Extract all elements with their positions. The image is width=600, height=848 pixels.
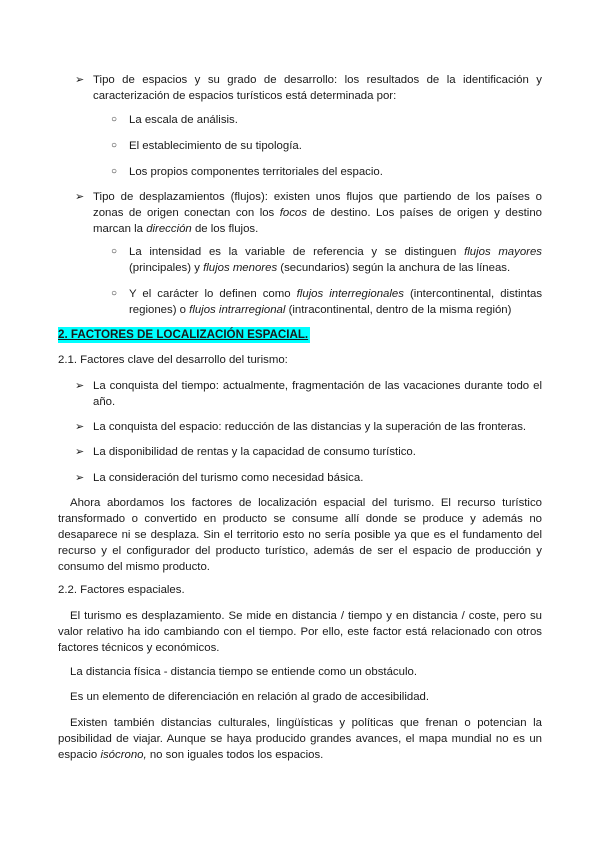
italic-term: flujos intrarregional: [189, 304, 286, 316]
arrow-bullet-icon: ➢: [75, 74, 85, 86]
bullet-text: La conquista del espacio: reducción de las distancias y la superación de las fronteras.: [93, 421, 527, 433]
sub-bullet-text: La escala de análisis.: [129, 114, 238, 126]
sub-bullet-scale: [111, 112, 542, 128]
bullet-text: Tipo de espacios y su grado de desarrollo: los resultados de la identificación y caracterización de espacios turísticos está determinada por:: [93, 74, 542, 102]
factor-space: [75, 419, 542, 435]
circle-bullet-icon: ○: [111, 166, 118, 177]
sub-bullet-text: La intensidad es la variable de referencia y se distinguen flujos mayores (principales) y flujos menores (secundarios) según la anchura de las líneas.: [129, 246, 542, 274]
paragraph-distance: La distancia física - distancia tiempo se entiende como un obstáculo.: [70, 666, 417, 678]
factor-basic-need: [75, 470, 542, 486]
arrow-bullet-icon: ➢: [75, 446, 85, 458]
sub-bullet-components: [111, 164, 542, 180]
sub-bullet-text: Y el carácter lo definen como flujos interregionales (intercontinental, distintas regiones) o flujos intrarregional (intracontinental, dentro de la misma región): [129, 288, 543, 316]
subsection-title: 2.1. Factores clave del desarrollo del turismo:: [58, 354, 288, 366]
paragraph-accessibility: Es un elemento de diferenciación en relación al grado de accesibilidad.: [70, 691, 430, 703]
arrow-bullet-icon: ➢: [75, 191, 85, 203]
section-heading: 2. FACTORES DE LOCALIZACIÓN ESPACIAL.: [58, 328, 309, 341]
bullet-displacements: [75, 189, 542, 237]
sub-bullet-character: [111, 286, 542, 318]
arrow-bullet-icon: ➢: [75, 472, 85, 484]
circle-bullet-icon: ○: [111, 246, 118, 257]
bullet-text: Tipo de desplazamientos (flujos): existen unos flujos que partiendo de los países o zonas de origen conectan con los focos de destino. Los países de origen y destino marcan la dirección de los flujos.: [93, 191, 542, 235]
arrow-bullet-icon: ➢: [75, 421, 85, 433]
italic-term: flujos interregionales: [296, 288, 404, 300]
italic-term: dirección: [146, 223, 192, 235]
sub-bullet-intensity: [111, 244, 542, 276]
italic-term: flujos menores: [203, 262, 278, 274]
circle-bullet-icon: ○: [111, 140, 118, 151]
sub-bullet-text: El establecimiento de su tipología.: [129, 140, 302, 152]
bullet-text: La consideración del turismo como necesidad básica.: [93, 472, 364, 484]
paragraph-cultural-distances: Existen también distancias culturales, lingüísticas y políticas que frenan o potencian la posibilidad de viajar. Aunque se haya producido grandes avances, el mapa mundial no es un espacio isócrono, no son iguales todos los espacios.: [58, 717, 542, 761]
sub-bullet-text: Los propios componentes territoriales del espacio.: [129, 166, 383, 178]
italic-term: focos: [279, 207, 307, 219]
paragraph-localization: Ahora abordamos los factores de localización espacial del turismo. El recurso turístico transformado o convertido en producto se consume allí donde se produce y además no desaparece ni se desplaza. Sin el territorio esto no sería posible ya que es el fundamento del recurso y el configurador del producto turístico, además de ser el espacio de producción y consumo del mismo producto.: [58, 497, 542, 573]
italic-term: isócrono,: [100, 749, 147, 761]
bullet-text: La conquista del tiempo: actualmente, fragmentación de las vacaciones durante todo el año.: [93, 380, 542, 408]
factor-income: [75, 444, 542, 460]
factor-time: [75, 378, 542, 410]
bullet-spaces-type: [75, 72, 542, 104]
arrow-bullet-icon: ➢: [75, 380, 85, 392]
bullet-text: La disponibilidad de rentas y la capacidad de consumo turístico.: [93, 446, 416, 458]
sub-bullet-typology: [111, 138, 542, 154]
subsection-title: 2.2. Factores espaciales.: [58, 584, 185, 596]
circle-bullet-icon: ○: [111, 288, 118, 299]
circle-bullet-icon: ○: [111, 114, 118, 125]
italic-term: flujos mayores: [464, 246, 542, 258]
paragraph-displacement: El turismo es desplazamiento. Se mide en distancia / tiempo y en distancia / coste, pero su valor relativo ha ido cambiando con el tiempo. Por ello, este factor está relacionado con otros factores técnicos y económicos.: [58, 610, 542, 654]
